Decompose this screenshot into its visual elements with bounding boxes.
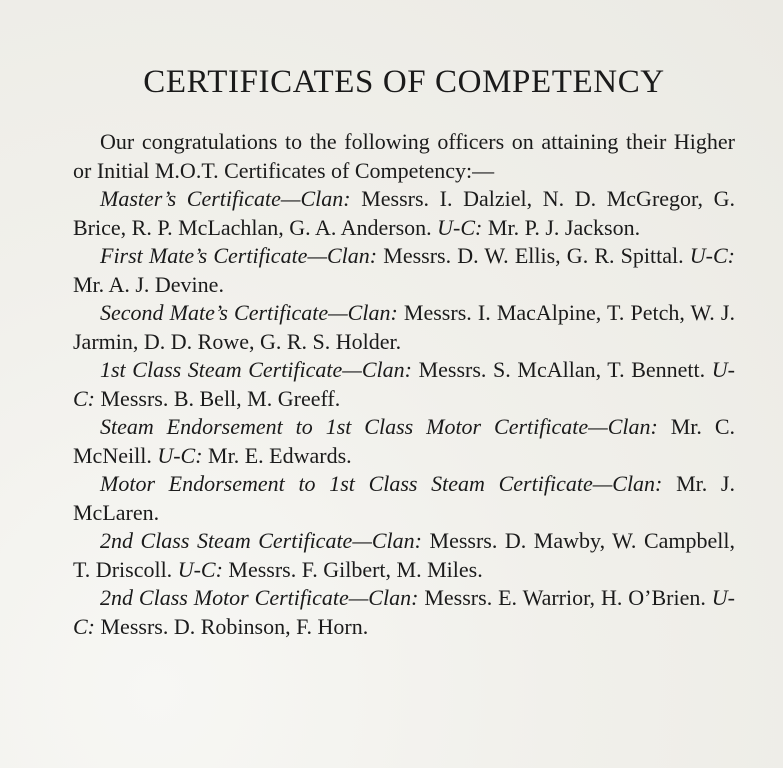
certificate-entry-1st-class-steam <box>73 356 735 413</box>
uc-recipients: Mr. P. J. Jackson. <box>482 214 641 240</box>
clan-recipients: Messrs. S. McAllan, T. Bennett. <box>411 357 712 382</box>
certificate-entry-motor-endorsement <box>73 470 735 527</box>
certificate-heading: Master’s Certificate—Clan: <box>100 186 351 211</box>
certificate-entry-first-mate <box>73 242 735 299</box>
uc-label: U-C: <box>689 243 736 268</box>
clan-recipients: Messrs. D. Mawby, W. Campbell, T. Driscoll. <box>73 528 735 582</box>
certificate-entry-2nd-class-motor <box>73 584 735 641</box>
certificate-heading: First Mate’s Certificate—Clan: <box>100 243 378 268</box>
certificate-entry-second-mate <box>73 299 735 356</box>
certificate-entry-steam-endorsement <box>73 413 735 470</box>
certificate-heading: 2nd Class Steam Certificate—Clan: <box>100 528 422 553</box>
certificate-heading: 2nd Class Motor Certificate—Clan: <box>100 585 419 610</box>
uc-recipients: Messrs. B. Bell, M. Greeff. <box>95 385 341 411</box>
clan-recipients: Messrs. I. Dalziel, N. D. McGregor, G. Brice, R. P. McLachlan, G. A. Anderson. <box>73 186 735 240</box>
certificate-heading: Steam Endorsement to 1st Class Motor Certificate—Clan: <box>100 414 658 439</box>
clan-recipients: Messrs. I. MacAlpine, T. Petch, W. J. Jarmin, D. D. Rowe, G. R. S. Holder. <box>73 300 735 354</box>
uc-recipients: Messrs. F. Gilbert, M. Miles. <box>222 556 483 582</box>
certificate-heading: Second Mate’s Certificate—Clan: <box>100 300 398 325</box>
clan-recipients: Messrs. D. W. Ellis, G. R. Spittal. <box>377 243 690 268</box>
intro-paragraph: Our congratulations to the following officers on attaining their Higher or Initial M.O.T. Certificates of Competency:— <box>73 129 735 183</box>
clan-recipients: Mr. C. McNeill. <box>73 414 735 468</box>
uc-recipients: Mr. A. J. Devine. <box>73 271 224 297</box>
uc-label: U-C: <box>177 556 223 582</box>
uc-recipients: Messrs. D. Robinson, F. Horn. <box>95 613 369 639</box>
certificate-heading: 1st Class Steam Certificate—Clan: <box>100 357 412 382</box>
clan-recipients: Messrs. E. Warrior, H. O’Brien. <box>418 585 712 610</box>
uc-label: U-C: <box>73 357 735 411</box>
clan-recipients: Mr. J. McLaren. <box>73 471 735 525</box>
uc-label: U-C: <box>157 442 203 468</box>
uc-label: U-C: <box>437 214 483 240</box>
uc-recipients: Mr. E. Edwards. <box>202 442 352 468</box>
page-title: CERTIFICATES OF COMPETENCY <box>143 64 665 100</box>
document-page <box>73 58 735 641</box>
certificate-entry-master <box>73 185 735 242</box>
certificate-entry-2nd-class-steam <box>73 527 735 584</box>
uc-label: U-C: <box>73 585 735 639</box>
certificate-heading: Motor Endorsement to 1st Class Steam Certificate—Clan: <box>100 471 663 496</box>
